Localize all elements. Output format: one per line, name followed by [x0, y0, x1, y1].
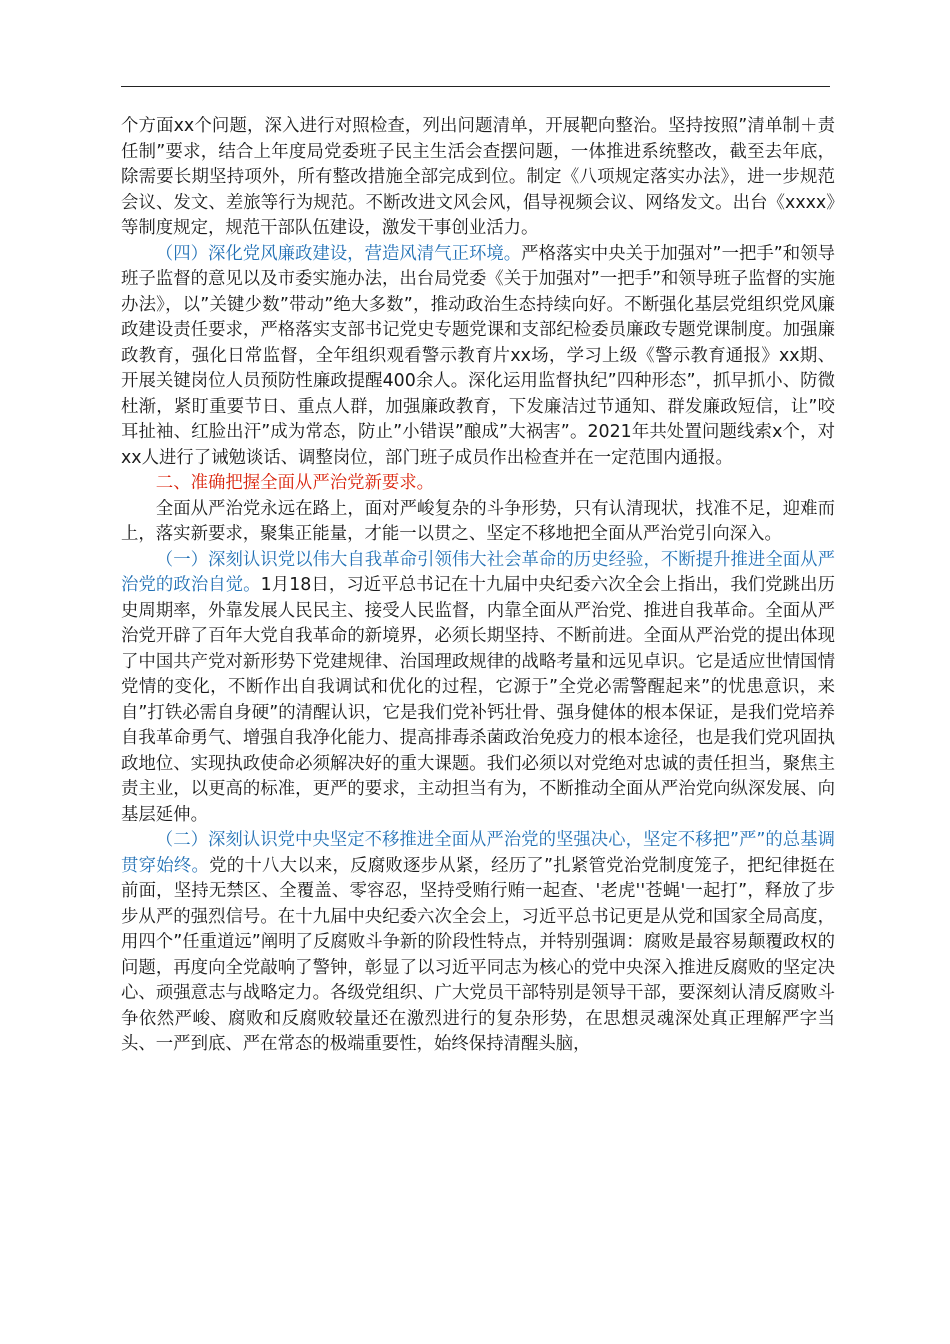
paragraph-4-text: 全面从严治党永远在路上，面对严峻复杂的斗争形势，只有认清现状，找准不足，迎难而上，落实新要求，聚集正能量，才能一以贯之、坚定不移地把全面从严治党引向深入。 [121, 498, 835, 544]
section-heading-1: （一）深刻认识党以伟大自我革命引领伟大社会革命的历史经验，不断提升推进全面从严治党的政治自觉。 [121, 549, 835, 595]
chapter-heading-2: 二、准确把握全面从严治党新要求。 [155, 473, 435, 493]
section-heading-4: （四）深化党风廉政建设，营造风清气正环境。 [155, 243, 522, 264]
header-rule [121, 86, 830, 87]
document-body [121, 114, 835, 1058]
paragraph-3 [121, 471, 835, 497]
paragraph-1-text: 个方面xx个问题，深入进行对照检查，列出问题清单，开展靶向整治。坚持按照”清单制＋责任制”要求，结合上年度局党委班子民主生活会查摆问题，一体推进系统整改，截至去年底，除需要长期坚持项外，所有整改措施全部完成到位。制定《八项规定落实办法》，进一步规范会议、发文、差旅等行为规范。不断改进文风会风，倡导视频会议、网络发文。出台《xxxx》等制度规定，规范干部队伍建设，激发干事创业活力。 [121, 116, 835, 238]
paragraph-5-text: 1月18日，习近平总书记在十九届中央纪委六次全会上指出，我们党跳出历史周期率，外靠发展人民民主、接受人民监督，内靠全面从严治党、推进自我革命。全面从严治党开辟了百年大党自我革命的新境界，必须长期坚持、不断前进。全面从严治党的提出体现了中国共产党对新形势下党建规律、治国理政规律的战略考量和远见卓识。它是适应世情国情党情的变化，不断作出自我调试和优化的过程，它源于”全党必需警醒起来”的忧患意识，来自”打铁必需自身硬”的清醒认识，它是我们党补钙壮骨、强身健体的根本保证，是我们党培养自我革命勇气、增强自我净化能力、提高排毒杀菌政治免疫力的根本途径，也是我们党巩固执政地位、实现执政使命必须解决好的重大课题。我们必须以对党绝对忠诚的责任担当，聚焦主责主业，以更高的标准，更严的要求，主动担当有为，不断推动全面从严治党向纵深发展、向基层延伸。 [121, 575, 835, 825]
paragraph-2 [121, 242, 835, 472]
paragraph-2-text: 严格落实中央关于加强对”一把手”和领导班子监督的意见以及市委实施办法，出台局党委《关于加强对”一把手”和领导班子监督的实施办法》，以”关键少数”带动”绝大多数”，推动政治生态持续向好。不断强化基层党组织党风廉政建设责任要求，严格落实支部书记党史专题党课和支部纪检委员廉政专题党课制度。加强廉政教育，强化日常监督，全年组织观看警示教育片xx场，学习上级《警示教育通报》xx期、开展关键岗位人员预防性廉政提醒400余人。深化运用监督执纪”四种形态”，抓早抓小、防微杜渐，紧盯重要节日、重点人群，加强廉政教育，下发廉洁过节通知、群发廉政短信，让”咬耳扯袖、红脸出汗”成为常态，防止”小错误”酿成”大祸害”。2021年共处置问题线索x个，对xx人进行了诫勉谈话、调整岗位，部门班子成员作出检查并在一定范围内通报。 [121, 243, 835, 468]
paragraph-1 [121, 114, 835, 242]
paragraph-6 [121, 828, 835, 1058]
paragraph-4 [121, 497, 835, 548]
paragraph-5 [121, 548, 835, 829]
section-heading-2: （二）深刻认识党中央坚定不移推进全面从严治党的坚强决心，坚定不移把”严”的总基调贯穿始终。 [121, 830, 835, 876]
paragraph-6-text: 党的十八大以来，反腐败逐步从紧，经历了”扎紧管党治党制度笼子，把纪律挺在前面，坚持无禁区、全覆盖、零容忍，坚持受贿行贿一起查、'老虎''苍蝇'一起打”，释放了步步从严的强烈信号。在十九届中央纪委六次全会上，习近平总书记更是从党和国家全局高度，用四个”任重道远”阐明了反腐败斗争新的阶段性特点，并特别强调：腐败是最容易颠覆政权的问题，再度向全党敲响了警钟，彰显了以习近平同志为核心的党中央深入推进反腐败的坚定决心、顽强意志与战略定力。各级党组织、广大党员干部特别是领导干部，要深刻认清反腐败斗争依然严峻、腐败和反腐败较量还在激烈进行的复杂形势，在思想灵魂深处真正理解严字当头、一严到底、严在常态的极端重要性，始终保持清醒头脑， [121, 855, 835, 1054]
